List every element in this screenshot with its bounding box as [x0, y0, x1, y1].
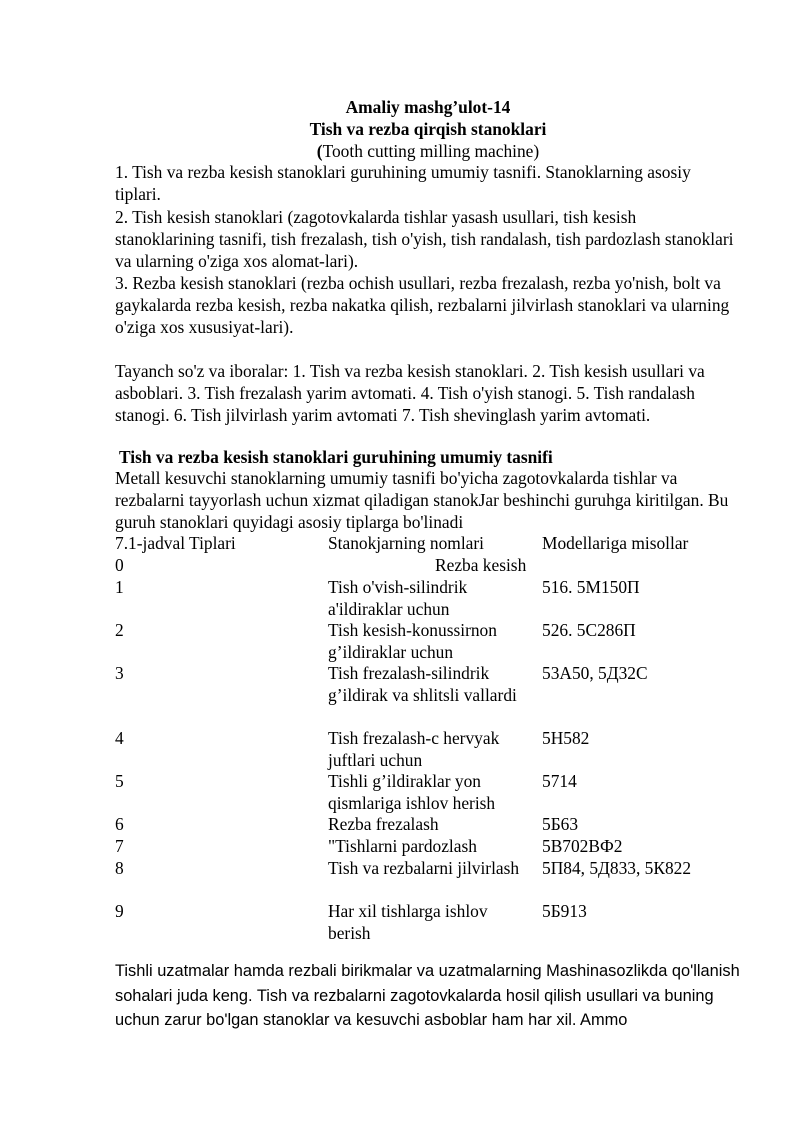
types-table	[115, 532, 740, 943]
table-cell-model: 5П84, 5Д833, 5К822	[542, 858, 692, 878]
table-header-names: Stanokjarning nomlari	[328, 533, 485, 553]
table-header-models: Modellariga misollar	[542, 533, 689, 553]
table-cell-number: 3	[115, 663, 124, 683]
table-cell-model: 5Б63	[542, 814, 579, 834]
table-cell-model: 5Б913	[542, 901, 587, 921]
table-row	[115, 813, 740, 835]
table-cell-name: Tish frezalash-c hervyak juftlari uchun	[328, 728, 500, 770]
table-row	[115, 857, 740, 900]
table-cell-name: Tish o'vish-silindrik a'ildiraklar uchun	[328, 577, 468, 619]
table-row	[115, 770, 740, 813]
table-cell-name: Tishli g’ildiraklar yon qismlariga ishlov herish	[328, 771, 496, 813]
table-cell-number: 4	[115, 728, 124, 748]
outline-item-1: 1. Tish va rezba kesish stanoklari guruhining umumiy tasnifi. Stanoklarning asosiy tiplari.	[115, 162, 691, 204]
table-cell-model: 526. 5С286П	[542, 620, 636, 640]
table-header-types: 7.1-jadval Tiplari	[115, 533, 236, 553]
english-title	[0, 140, 800, 162]
closing-paragraph: Tishli uzatmalar hamda rezbali birikmalar va uzatmalarning Mashinasozlikda qo'llanish sohalari juda keng. Tish va rezbalarni zagotovkalarda hosil qilish usullari va buning uchun zarur bo'lgan stanoklar va kesuvchi asboblar ham har xil. Ammo	[115, 962, 740, 1030]
table-cell-name: Tish kesish-konussirnon g’ildiraklar uchun	[328, 620, 497, 662]
english-title-text: Tooth cutting milling machine)	[322, 141, 540, 161]
table-group-label: Rezba kesish	[435, 555, 527, 575]
table-row	[115, 619, 740, 662]
page-title: Amaliy mashg’ulot-14	[345, 97, 511, 117]
table-row	[115, 727, 740, 770]
table-cell-number: 9	[115, 901, 124, 921]
table-cell-number: 0	[115, 555, 124, 575]
table-row	[115, 900, 740, 943]
table-cell-model: 53А50, 5Д32С	[542, 663, 648, 683]
outline-item-3: 3. Rezba kesish stanoklari (rezba ochish usullari, rezba frezalash, rezba yo'nish, bolt va gaykalarda rezba kesish, rezba nakatka qilish, rezbalarni jilvirlash stanoklari va ularning o'ziga xos xususiyat-lari).	[115, 273, 730, 337]
table-cell-name: Tish frezalash-silindrik g’ildirak va shlitsli vallardi	[328, 663, 517, 705]
table-row	[115, 835, 740, 857]
table-cell-model: 5714	[542, 771, 577, 791]
section-heading: Tish va rezba kesish stanoklari guruhining umumiy tasnifi	[119, 447, 553, 467]
table-cell-model: 5Н582	[542, 728, 590, 748]
table-group-row	[115, 554, 740, 576]
table-cell-number: 1	[115, 577, 124, 597]
table-cell-name: "Tishlarni pardozlash	[328, 836, 477, 856]
table-cell-name: Har xil tishlarga ishlov berish	[328, 901, 488, 943]
section-paragraph: Metall kesuvchi stanoklarning umumiy tasnifi bo'yicha zagotovkalarda tishlar va rezbalarni tayyorlash uchun xizmat qiladigan stanokJar beshinchi guruhga kiritilgan. Bu guruh stanoklari quyidagi asosiy tiplarga bo'linadi	[115, 468, 729, 532]
page-subtitle: Tish va rezba qirqish stanoklari	[309, 119, 547, 139]
table-cell-number: 6	[115, 814, 124, 834]
english-title-paren: (	[316, 141, 323, 161]
keywords-paragraph: Tayanch so'z va iboralar: 1. Tish va rezba kesish stanoklari. 2. Tish kesish usullari va asboblari. 3. Tish frezalash yarim avtomati. 4. Tish o'yish stanogi. 5. Tish randalash stanogi. 6. Tish jilvirlash yarim avtomati 7. Tish shevinglash yarim avtomati.	[115, 361, 705, 425]
table-cell-number: 8	[115, 858, 124, 878]
table-header-row	[115, 532, 740, 554]
table-cell-name: Rezba frezalash	[328, 814, 439, 834]
table-cell-number: 5	[115, 771, 124, 791]
outline-item-2: 2. Tish kesish stanoklari (zagotovkalarda tishlar yasash usullari, tish kesish stanoklarining tasnifi, tish frezalash, tish o'yish, tish randalash, tish pardozlash stanoklari va ularning o'ziga xos alomat-lari).	[115, 207, 734, 271]
table-row	[115, 576, 740, 619]
table-cell-number: 2	[115, 620, 124, 640]
table-cell-name: Tish va rezbalarni jilvirlash	[328, 858, 520, 878]
table-row	[115, 662, 740, 727]
table-cell-model: 5В702ВФ2	[542, 836, 623, 856]
table-cell-number: 7	[115, 836, 124, 856]
table-cell-model: 516. 5М150П	[542, 577, 640, 597]
